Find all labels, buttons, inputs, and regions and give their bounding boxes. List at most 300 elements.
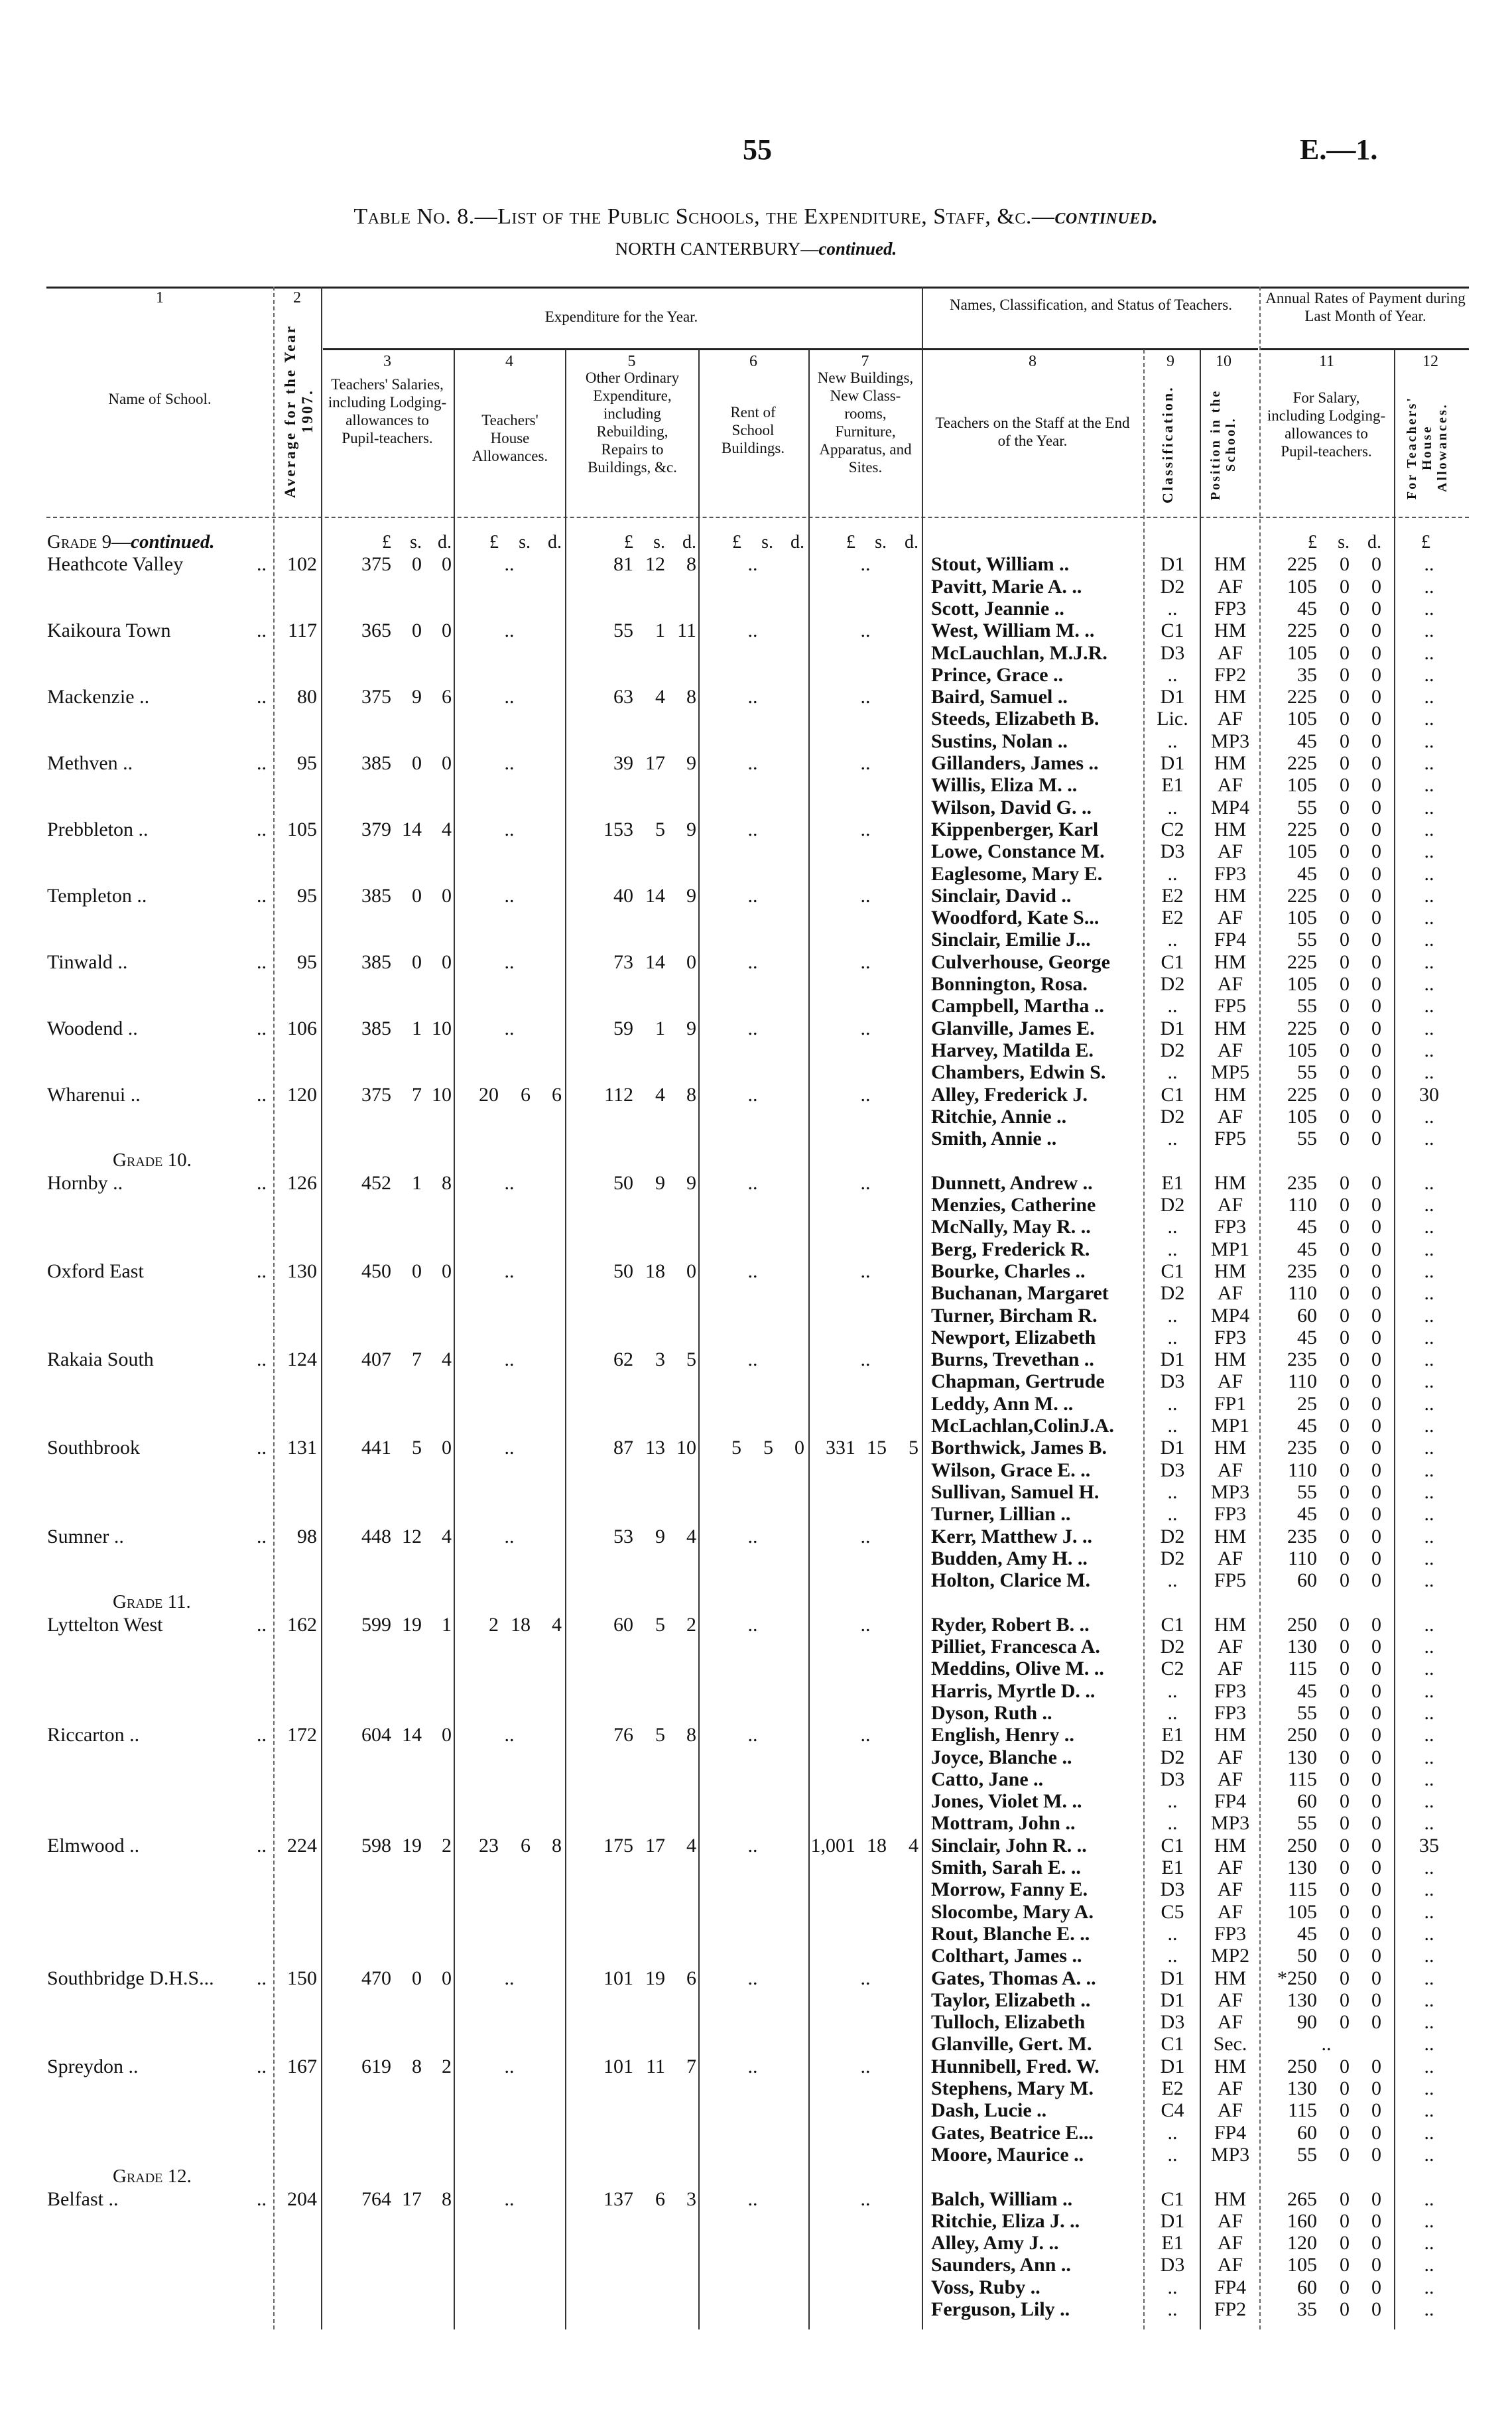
average-attendance: 117	[288, 620, 317, 642]
teachers-salaries-shillings: 0	[412, 620, 422, 642]
new-buildings-empty: ..	[860, 1083, 871, 1106]
header-bottom-rule	[46, 517, 1469, 518]
other-expenditure-shillings: 5	[655, 1724, 665, 1746]
teacher-position: AF	[1217, 1989, 1243, 2011]
teacher-position: HM	[1214, 1525, 1247, 1547]
subtitle-main: NORTH CANTERBURY—	[615, 239, 819, 259]
other-expenditure-pounds: 101	[603, 1967, 633, 1989]
teacher-name: Berg, Frederick R.	[931, 1238, 1090, 1260]
teacher-row	[0, 774, 1512, 796]
salary-rate-pence: 0	[1371, 1746, 1381, 1768]
house-allowance-rate: ..	[1424, 1613, 1434, 1636]
teacher-classification: D2	[1160, 1105, 1185, 1128]
house-allowance-rate: ..	[1424, 2099, 1434, 2122]
rent-empty: ..	[747, 2055, 758, 2077]
salary-rate-pence: 0	[1371, 1260, 1381, 1282]
rent-empty: ..	[747, 686, 758, 708]
teachers-salaries-pence: 1	[442, 1613, 452, 1636]
teacher-position: MP3	[1210, 1480, 1250, 1503]
teacher-name: Glanville, Gert. M.	[931, 2033, 1092, 2056]
salary-rate-shillings: 0	[1340, 2188, 1350, 2210]
new-buildings-empty: ..	[860, 884, 871, 907]
salary-rate-pence: 0	[1371, 1701, 1381, 1724]
average-attendance: 150	[287, 1967, 317, 1989]
house-allowances-empty: ..	[504, 1525, 515, 1547]
other-expenditure-shillings: 4	[655, 1083, 665, 1106]
house-allowance-rate: ..	[1424, 1768, 1434, 1790]
salary-rate-pounds: 45	[1297, 1503, 1317, 1526]
teacher-position: HM	[1214, 620, 1247, 642]
salary-rate-pence: 0	[1371, 708, 1381, 730]
unit-shilling: s.	[875, 532, 887, 553]
salary-rate-shillings: 0	[1340, 907, 1350, 929]
new-buildings-empty: ..	[860, 1724, 871, 1746]
teacher-position: HM	[1214, 950, 1247, 973]
salary-rate-pounds: 225	[1287, 950, 1317, 973]
salary-rate-pence: 0	[1371, 1480, 1381, 1503]
teacher-position: AF	[1217, 1547, 1243, 1569]
school-name: Elmwood ..	[47, 1834, 140, 1857]
teachers-salaries-pounds: 764	[361, 2188, 391, 2210]
col2-header: Average for the Year 1907.	[282, 324, 316, 499]
salary-rate-pence: 0	[1371, 884, 1381, 907]
salary-rate-pence: 0	[1371, 1415, 1381, 1437]
salary-rate-pounds: 55	[1297, 995, 1317, 1017]
leader-dots: ..	[257, 1613, 267, 1636]
leader-dots: ..	[257, 1017, 267, 1039]
teacher-row	[0, 1061, 1512, 1083]
teacher-position: AF	[1217, 2011, 1243, 2034]
teacher-name: Moore, Maurice ..	[931, 2143, 1084, 2166]
salary-rate-pence: 0	[1371, 641, 1381, 664]
house-allowance-rate: ..	[1424, 2232, 1434, 2255]
house-allowance-rate: ..	[1424, 1857, 1434, 1878]
school-name: Rakaia South	[47, 1348, 154, 1371]
unit-pound: £	[624, 532, 633, 553]
salary-rate-pence: 0	[1371, 2099, 1381, 2122]
salary-rate-pounds: 60	[1297, 2121, 1317, 2144]
teachers-salaries-shillings: 1	[412, 1017, 422, 1039]
house-allowance-rate: ..	[1424, 1790, 1434, 1813]
col6-header: Rent of School Buildings.	[721, 404, 785, 456]
unit-pence: d.	[1367, 532, 1381, 553]
new-buildings-empty: ..	[860, 818, 871, 840]
house-allowance-rate: ..	[1424, 1348, 1434, 1371]
house-allowances-empty: ..	[504, 752, 515, 774]
salary-rate-shillings: 0	[1340, 1679, 1350, 1702]
teacher-position: AF	[1217, 2209, 1243, 2232]
teacher-name: Stephens, Mary M.	[931, 2077, 1094, 2099]
teacher-row	[0, 1878, 1512, 1900]
salary-rate-pence: 0	[1371, 1636, 1381, 1658]
salary-rate-shillings: 0	[1340, 1812, 1350, 1835]
salary-rate-shillings: 0	[1340, 708, 1350, 730]
teacher-position: FP1	[1214, 1392, 1247, 1415]
teacher-classification: D1	[1160, 553, 1185, 576]
teacher-name: Harvey, Matilda E.	[931, 1039, 1094, 1061]
leader-dots: ..	[257, 1437, 267, 1459]
other-expenditure-pounds: 112	[604, 1083, 633, 1106]
salary-rate-pounds: 110	[1288, 1547, 1317, 1569]
salary-rate-pence: 0	[1371, 620, 1381, 642]
teacher-name: Alley, Frederick J.	[931, 1083, 1088, 1106]
salary-rate-shillings: 0	[1340, 1967, 1350, 1989]
teachers-salaries-pounds: 379	[361, 818, 391, 840]
school-name: Templeton ..	[47, 884, 147, 907]
teacher-row	[0, 1481, 1512, 1503]
salary-rate-pence: 0	[1371, 1083, 1381, 1106]
teacher-position: AF	[1217, 2254, 1243, 2276]
teacher-position: AF	[1217, 1459, 1243, 1481]
leader-dots: ..	[257, 1260, 267, 1282]
house-allowances-shillings: 6	[521, 1083, 531, 1106]
teacher-row	[0, 2077, 1512, 2099]
leader-dots: ..	[257, 686, 267, 708]
school-row	[0, 553, 1512, 575]
house-allowances-shillings: 18	[511, 1613, 531, 1636]
salary-rate-pounds: 110	[1288, 1282, 1317, 1305]
salary-rate-pounds: 55	[1297, 796, 1317, 818]
teacher-name: Slocombe, Mary A.	[931, 1900, 1094, 1923]
teacher-position: FP5	[1214, 995, 1247, 1017]
new-buildings-empty: ..	[860, 1260, 871, 1282]
grade-label: Grade 9—	[47, 531, 131, 553]
salary-rate-shillings: 0	[1340, 1834, 1350, 1857]
salary-rate-shillings: 0	[1340, 1216, 1350, 1238]
salary-rate-pence: 0	[1371, 663, 1381, 686]
teacher-name: Joyce, Blanche ..	[931, 1746, 1072, 1768]
rent-empty: ..	[747, 1017, 758, 1039]
salary-rate-shillings: 0	[1340, 1039, 1350, 1061]
col10-header: Position in the School.	[1208, 389, 1238, 500]
teacher-classification: D2	[1160, 1194, 1185, 1216]
teacher-row	[0, 2298, 1512, 2320]
salary-rate-pounds: 130	[1287, 1857, 1317, 1878]
school-name: Spreydon ..	[47, 2055, 139, 2077]
col3-header: Teachers' Salaries, including Lodging-allowances to Pupil-teachers.	[328, 376, 447, 446]
teachers-salaries-pounds: 448	[361, 1525, 391, 1547]
leader-dots: ..	[257, 818, 267, 840]
title-continued: continued.	[1054, 204, 1159, 229]
teacher-name: Glanville, James E.	[931, 1017, 1095, 1039]
rent-empty: ..	[747, 752, 758, 774]
table-title	[0, 204, 1512, 229]
house-allowances-empty: ..	[504, 950, 515, 973]
teacher-row	[0, 2033, 1512, 2055]
teacher-position: FP4	[1214, 929, 1247, 951]
teacher-classification: D2	[1160, 1282, 1185, 1305]
table-subtitle	[0, 239, 1512, 259]
rent-empty: ..	[747, 2188, 758, 2210]
teachers-salaries-shillings: 19	[402, 1834, 422, 1857]
house-allowance-rate: ..	[1424, 862, 1434, 885]
teacher-position: AF	[1217, 575, 1243, 598]
salary-rate-pence: 0	[1371, 840, 1381, 863]
salary-rate-shillings: 0	[1340, 2121, 1350, 2144]
salary-rate-shillings: 0	[1340, 796, 1350, 818]
teacher-row	[0, 1547, 1512, 1569]
col1-number: 1	[156, 289, 164, 306]
teacher-position: MP3	[1210, 1812, 1250, 1835]
other-expenditure-shillings: 18	[645, 1260, 665, 1282]
house-allowance-rate: ..	[1424, 1636, 1434, 1658]
teacher-row	[0, 1039, 1512, 1061]
average-attendance: 172	[287, 1724, 317, 1746]
teacher-row	[0, 1194, 1512, 1216]
salary-rate-pence: 0	[1371, 1105, 1381, 1128]
other-expenditure-pence: 8	[686, 1083, 696, 1106]
other-expenditure-shillings: 5	[655, 1613, 665, 1636]
teacher-position: AF	[1217, 907, 1243, 929]
teacher-name: Baird, Samuel ..	[931, 686, 1068, 708]
salary-rate-pounds: 225	[1287, 884, 1317, 907]
teacher-position: AF	[1217, 2077, 1243, 2099]
teacher-classification: ..	[1167, 2276, 1178, 2298]
other-expenditure-pounds: 87	[613, 1437, 633, 1459]
unit-pound: £	[732, 532, 741, 553]
salary-rate-shillings: 0	[1340, 641, 1350, 664]
teacher-position: AF	[1217, 708, 1243, 730]
house-allowance-rate: ..	[1424, 2033, 1434, 2056]
school-name: Wharenui ..	[47, 1083, 141, 1106]
new-buildings-pounds: 331	[826, 1437, 855, 1459]
teachers-salaries-shillings: 19	[402, 1613, 422, 1636]
teacher-classification: D1	[1160, 1348, 1185, 1371]
salary-rate-pounds: 105	[1287, 973, 1317, 995]
new-buildings-pence: 4	[909, 1834, 918, 1857]
salary-rate-pounds: 115	[1288, 1768, 1317, 1790]
teacher-classification: E2	[1161, 2077, 1184, 2099]
salary-rate-pounds: 130	[1287, 1636, 1317, 1658]
salary-rate-pence: 0	[1371, 1282, 1381, 1305]
salary-rate-pounds: *250	[1277, 1967, 1317, 1989]
teacher-name: Newport, Elizabeth	[931, 1326, 1096, 1348]
salary-rate-shillings: 0	[1340, 686, 1350, 708]
other-expenditure-shillings: 13	[645, 1437, 665, 1459]
salary-rate-pence: 0	[1371, 2077, 1381, 2099]
leader-dots: ..	[257, 884, 267, 907]
salary-rate-pounds: 105	[1287, 774, 1317, 797]
col8-header: Teachers on the Staff at the End of the Year.	[935, 415, 1130, 449]
teacher-classification: C1	[1161, 950, 1184, 973]
teacher-position: HM	[1214, 2188, 1247, 2210]
house-allowance-rate: ..	[1424, 1282, 1434, 1305]
salary-rate-pence: 0	[1371, 2298, 1381, 2320]
house-allowance-rate: ..	[1424, 1304, 1434, 1327]
teacher-name: Turner, Lillian ..	[931, 1503, 1071, 1526]
teacher-name: Bonnington, Rosa.	[931, 973, 1088, 995]
teacher-name: Borthwick, James B.	[931, 1437, 1107, 1459]
salary-rate-shillings: 0	[1340, 2232, 1350, 2255]
school-row	[0, 620, 1512, 641]
teachers-salaries-shillings: 14	[402, 1724, 422, 1746]
teacher-name: McNally, May R. ..	[931, 1216, 1091, 1238]
other-expenditure-pounds: 50	[613, 1260, 633, 1282]
unit-pound: £	[846, 532, 855, 553]
salary-rate-pence: 0	[1371, 818, 1381, 840]
teacher-name: Menzies, Catherine	[931, 1194, 1096, 1216]
salary-rate-pence: 0	[1371, 1216, 1381, 1238]
teacher-row	[0, 708, 1512, 730]
teacher-name: Mottram, John ..	[931, 1812, 1076, 1835]
salary-rate-pounds: 225	[1287, 818, 1317, 840]
teachers-salaries-shillings: 0	[412, 1260, 422, 1282]
leader-dots: ..	[257, 2055, 267, 2077]
page-number: 55	[743, 133, 772, 166]
teacher-classification: E1	[1161, 1724, 1184, 1746]
teacher-position: Sec.	[1213, 2033, 1247, 2056]
other-expenditure-pounds: 73	[613, 950, 633, 973]
teacher-classification: D3	[1160, 1459, 1185, 1481]
salary-rate-shillings: 0	[1340, 2055, 1350, 2077]
teacher-name: Morrow, Fanny E.	[931, 1878, 1088, 1901]
average-attendance: 106	[287, 1017, 317, 1039]
house-allowance-rate: ..	[1424, 1967, 1434, 1989]
teachers-salaries-pence: 0	[442, 1260, 452, 1282]
teacher-classification: ..	[1167, 1569, 1178, 1592]
teacher-classification: ..	[1167, 1480, 1178, 1503]
teacher-row	[0, 2122, 1512, 2144]
teacher-name: Alley, Amy J. ..	[931, 2232, 1059, 2255]
teacher-position: HM	[1214, 1967, 1247, 1989]
rent-empty: ..	[747, 553, 758, 576]
teacher-row	[0, 797, 1512, 818]
unit-shilling: s.	[653, 532, 665, 553]
grade-heading-row	[0, 531, 1512, 553]
teacher-classification: C1	[1161, 1083, 1184, 1106]
salary-rate-shillings: 0	[1340, 2209, 1350, 2232]
teacher-row	[0, 863, 1512, 885]
teacher-classification: ..	[1167, 1128, 1178, 1150]
teachers-salaries-shillings: 0	[412, 884, 422, 907]
teacher-row	[0, 1636, 1512, 1658]
teacher-name: Sustins, Nolan ..	[931, 730, 1068, 752]
house-allowance-rate: ..	[1424, 1017, 1434, 1039]
new-buildings-empty: ..	[860, 686, 871, 708]
unit-pound: £	[382, 532, 391, 553]
teacher-row	[0, 1327, 1512, 1348]
teacher-position: AF	[1217, 1105, 1243, 1128]
teacher-row	[0, 2144, 1512, 2166]
teachers-salaries-pence: 10	[432, 1083, 452, 1106]
house-allowances-pence: 6	[552, 1083, 562, 1106]
house-allowance-rate: ..	[1424, 1459, 1434, 1481]
teacher-classification: ..	[1167, 995, 1178, 1017]
other-expenditure-shillings: 12	[645, 553, 665, 576]
other-expenditure-pence: 9	[686, 752, 696, 774]
teacher-row	[0, 1370, 1512, 1392]
teacher-position: HM	[1214, 1171, 1247, 1194]
teachers-salaries-pence: 8	[442, 1171, 452, 1194]
leader-dots: ..	[257, 1083, 267, 1106]
salary-rate-shillings: 0	[1340, 1503, 1350, 1526]
salary-rate-shillings: 0	[1340, 2099, 1350, 2122]
teachers-salaries-shillings: 9	[412, 686, 422, 708]
salary-rate-pence: 0	[1371, 1724, 1381, 1746]
salary-rate-pounds: 45	[1297, 1326, 1317, 1348]
school-name: Tinwald ..	[47, 950, 128, 973]
salary-rate-shillings: 0	[1340, 1194, 1350, 1216]
rent-empty: ..	[747, 1834, 758, 1857]
salary-rate-pounds: 235	[1287, 1437, 1317, 1459]
salary-rate-pounds: 35	[1297, 2298, 1317, 2320]
school-row	[0, 1017, 1512, 1039]
teachers-group-header: Names, Classification, and Status of Teachers.	[950, 296, 1232, 313]
salary-rate-pounds: 225	[1287, 1017, 1317, 1039]
teacher-classification: E1	[1161, 1171, 1184, 1194]
school-name: Woodend ..	[47, 1017, 138, 1039]
teacher-row	[0, 642, 1512, 664]
house-allowance-rate: ..	[1424, 708, 1434, 730]
teacher-position: MP3	[1210, 730, 1250, 752]
average-attendance: 95	[297, 950, 317, 973]
other-expenditure-pence: 2	[686, 1613, 696, 1636]
teacher-row	[0, 2099, 1512, 2121]
salary-rate-pence: 0	[1371, 1967, 1381, 1989]
grade-continued: continued.	[131, 531, 215, 553]
teacher-classification: D2	[1160, 1525, 1185, 1547]
teacher-name: Gates, Beatrice E...	[931, 2121, 1094, 2144]
col11-number: 11	[1318, 353, 1335, 370]
unit-pound: £	[1308, 532, 1317, 553]
salary-rate-pounds: 25	[1297, 1392, 1317, 1415]
salary-rate-pounds: 105	[1287, 641, 1317, 664]
rent-empty: ..	[747, 620, 758, 642]
grade-heading-row	[0, 1591, 1512, 1613]
salary-rate-shillings: 0	[1340, 1525, 1350, 1547]
school-name: Southbridge D.H.S...	[47, 1967, 214, 1989]
rent-empty: ..	[747, 1525, 758, 1547]
salary-rate-shillings: 0	[1340, 1900, 1350, 1923]
teacher-position: HM	[1214, 553, 1247, 576]
teacher-classification: C5	[1161, 1900, 1184, 1923]
salary-rate-pence: 0	[1371, 1437, 1381, 1459]
col5-header: Other Ordinary Expenditure, including Rebuilding, Repairs to Buildings, &c.	[585, 369, 680, 476]
teachers-salaries-pence: 10	[432, 1017, 452, 1039]
teacher-name: Steeds, Elizabeth B.	[931, 708, 1100, 730]
teacher-row	[0, 1569, 1512, 1591]
salary-rate-pounds: 105	[1287, 840, 1317, 863]
salary-rate-pounds: 45	[1297, 1216, 1317, 1238]
teacher-name: Woodford, Kate S...	[931, 907, 1100, 929]
teacher-classification: ..	[1167, 1790, 1178, 1813]
new-buildings-empty: ..	[860, 2055, 871, 2077]
teacher-position: MP3	[1210, 2143, 1250, 2166]
teachers-salaries-pounds: 619	[361, 2055, 391, 2077]
average-attendance: 105	[287, 818, 317, 840]
school-row	[0, 686, 1512, 708]
house-allowance-rate: ..	[1424, 663, 1434, 686]
salary-rate-shillings: 0	[1340, 1128, 1350, 1150]
rent-empty: ..	[747, 1083, 758, 1106]
school-row	[0, 1835, 1512, 1857]
teacher-classification: D1	[1160, 752, 1185, 774]
teacher-position: AF	[1217, 2232, 1243, 2255]
new-buildings-empty: ..	[860, 1348, 871, 1371]
salary-rate-pounds: 130	[1287, 1989, 1317, 2011]
teacher-name: Smith, Annie ..	[931, 1128, 1057, 1150]
salary-rate-pounds: 225	[1287, 620, 1317, 642]
school-name: Kaikoura Town	[47, 620, 171, 642]
leader-dots: ..	[257, 2188, 267, 2210]
salary-rate-shillings: 0	[1340, 1017, 1350, 1039]
teacher-position: HM	[1214, 2055, 1247, 2077]
teacher-position: FP4	[1214, 1790, 1247, 1813]
salary-rate-shillings: 0	[1340, 553, 1350, 576]
salary-rate-shillings: 0	[1340, 1083, 1350, 1106]
salary-rate-pence: 0	[1371, 686, 1381, 708]
teacher-row	[0, 1106, 1512, 1128]
